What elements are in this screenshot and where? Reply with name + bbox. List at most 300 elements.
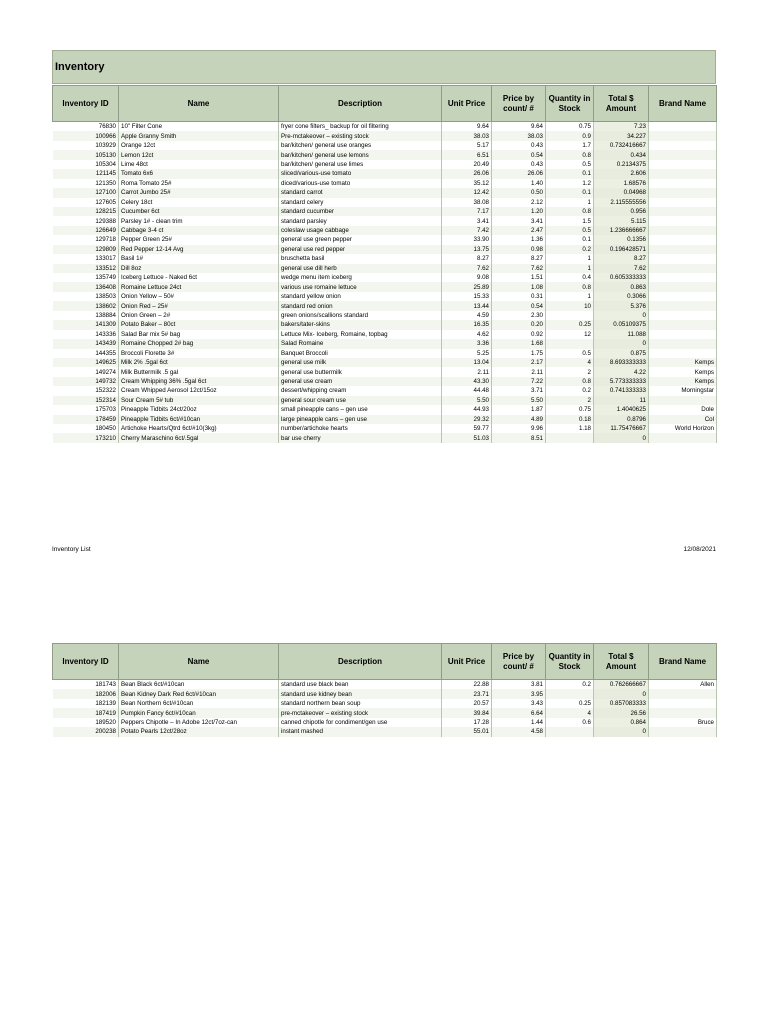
page-title: Inventory [55, 61, 105, 73]
cell-brand-name [649, 396, 717, 405]
cell-unit-price: 29.32 [442, 415, 492, 424]
cell-total-amount: 0 [594, 433, 649, 442]
cell-name: Peppers Chipotle – In Adobe 12ct/7oz-can [119, 718, 279, 727]
cell-quantity: 1 [546, 198, 594, 207]
cell-total-amount: 11.75476667 [594, 424, 649, 433]
cell-total-amount: 0.04968 [594, 188, 649, 197]
cell-unit-price: 5.50 [442, 396, 492, 405]
cell-description: standard carrot [279, 188, 442, 197]
cell-unit-price: 9.08 [442, 273, 492, 282]
cell-name: Salad Bar mix 5# bag [119, 330, 279, 339]
cell-inventory-id: 138602 [53, 301, 119, 310]
cell-total-amount: 0.8796 [594, 415, 649, 424]
cell-unit-price: 3.36 [442, 339, 492, 348]
cell-inventory-id: 143439 [53, 339, 119, 348]
cell-price-by-count: 0.54 [492, 301, 546, 310]
cell-name: Orange 12ct [119, 141, 279, 150]
cell-inventory-id: 175703 [53, 405, 119, 414]
cell-description: standard northern bean soup [279, 699, 442, 708]
cell-total-amount: 0.857083333 [594, 699, 649, 708]
cell-description: small pineapple cans – gen use [279, 405, 442, 414]
cell-quantity: 0.75 [546, 405, 594, 414]
table-row [53, 207, 717, 216]
cell-quantity: 0.25 [546, 699, 594, 708]
table-row [53, 226, 717, 235]
cell-brand-name: Kemps [649, 377, 717, 386]
cell-unit-price: 25.89 [442, 282, 492, 291]
cell-inventory-id: 105304 [53, 160, 119, 169]
cell-inventory-id: 133017 [53, 254, 119, 263]
cell-total-amount: 2.115555556 [594, 198, 649, 207]
cell-quantity: 0.18 [546, 415, 594, 424]
table-row [53, 396, 717, 405]
cell-brand-name [649, 311, 717, 320]
cell-total-amount: 0 [594, 339, 649, 348]
cell-name: Cream Whipping 36% .5gal 6ct [119, 377, 279, 386]
cell-inventory-id: 144355 [53, 349, 119, 358]
cell-description: number/artichoke hearts [279, 424, 442, 433]
cell-price-by-count: 2.17 [492, 358, 546, 367]
cell-brand-name: Allen [649, 680, 717, 690]
cell-name: Roma Tomato 25# [119, 179, 279, 188]
cell-description: green onions/scallions standard [279, 311, 442, 320]
cell-unit-price: 26.06 [442, 169, 492, 178]
cell-description: sliced/various-use tomato [279, 169, 442, 178]
cell-brand-name [649, 226, 717, 235]
table-row [53, 122, 717, 132]
header-unit-price: Unit Price [442, 86, 492, 122]
cell-brand-name [649, 273, 717, 282]
cell-description: canned chipotle for condiment/gen use [279, 718, 442, 727]
cell-brand-name: Col [649, 415, 717, 424]
cell-unit-price: 13.04 [442, 358, 492, 367]
cell-quantity: 0.1 [546, 188, 594, 197]
cell-unit-price: 17.28 [442, 718, 492, 727]
cell-brand-name [649, 264, 717, 273]
cell-description: dessert/whipping cream [279, 386, 442, 395]
cell-price-by-count: 2.11 [492, 367, 546, 376]
header-total-amount: Total $ Amount [594, 86, 649, 122]
cell-price-by-count: 1.36 [492, 235, 546, 244]
cell-brand-name: Dole [649, 405, 717, 414]
header-brand-name: Brand Name [649, 644, 717, 680]
cell-name: Carrot Jumbo 25# [119, 188, 279, 197]
cell-price-by-count: 1.44 [492, 718, 546, 727]
cell-unit-price: 55.01 [442, 727, 492, 736]
cell-unit-price: 20.57 [442, 699, 492, 708]
cell-quantity: 0.2 [546, 245, 594, 254]
cell-brand-name [649, 150, 717, 159]
cell-unit-price: 6.51 [442, 150, 492, 159]
cell-name: Artichoke Hearts/Qtrd 6ct/#10(3kg) [119, 424, 279, 433]
cell-quantity: 2 [546, 396, 594, 405]
cell-name: Pineapple Tidbits 6ct/#10can [119, 415, 279, 424]
cell-inventory-id: 76830 [53, 122, 119, 132]
cell-inventory-id: 138884 [53, 311, 119, 320]
cell-quantity: 1 [546, 254, 594, 263]
inventory-table-body [53, 122, 717, 443]
cell-description: bar/kitchen/ general use lemons [279, 150, 442, 159]
cell-brand-name: Morningstar [649, 386, 717, 395]
cell-brand-name [649, 245, 717, 254]
cell-price-by-count: 8.27 [492, 254, 546, 263]
cell-price-by-count: 7.62 [492, 264, 546, 273]
cell-inventory-id: 138503 [53, 292, 119, 301]
cell-quantity: 10 [546, 301, 594, 310]
cell-brand-name [649, 207, 717, 216]
cell-brand-name [649, 689, 717, 698]
cell-description: bar use cherry [279, 433, 442, 442]
table-row [53, 367, 717, 376]
cell-total-amount: 0.732416667 [594, 141, 649, 150]
cell-total-amount: 0 [594, 311, 649, 320]
inventory-table-continued-body [53, 680, 717, 737]
cell-quantity [546, 311, 594, 320]
cell-brand-name [649, 727, 717, 736]
cell-inventory-id: 181743 [53, 680, 119, 690]
cell-inventory-id: 149625 [53, 358, 119, 367]
cell-description: bakers/tater-skins [279, 320, 442, 329]
cell-price-by-count: 2.47 [492, 226, 546, 235]
cell-total-amount: 0.864 [594, 718, 649, 727]
cell-quantity: 0.8 [546, 282, 594, 291]
cell-name: Lemon 12ct [119, 150, 279, 159]
cell-description: standard use black bean [279, 680, 442, 690]
cell-price-by-count: 0.98 [492, 245, 546, 254]
cell-price-by-count: 1.51 [492, 273, 546, 282]
table-row [53, 282, 717, 291]
cell-inventory-id: 189520 [53, 718, 119, 727]
cell-quantity: 0.2 [546, 680, 594, 690]
cell-brand-name [649, 141, 717, 150]
cell-unit-price: 43.30 [442, 377, 492, 386]
cell-quantity: 0.9 [546, 131, 594, 140]
cell-inventory-id: 135749 [53, 273, 119, 282]
cell-description: general use buttermilk [279, 367, 442, 376]
cell-description: Pre-mctakeover – existing stock [279, 131, 442, 140]
cell-brand-name [649, 699, 717, 708]
cell-name: Potato Pearls 12ct/28oz [119, 727, 279, 736]
cell-description: standard parsley [279, 216, 442, 225]
cell-brand-name [649, 708, 717, 717]
cell-name: Romaine Lettuce 24ct [119, 282, 279, 291]
cell-inventory-id: 187419 [53, 708, 119, 717]
cell-quantity: 4 [546, 358, 594, 367]
cell-price-by-count: 38.03 [492, 131, 546, 140]
cell-price-by-count: 6.64 [492, 708, 546, 717]
cell-total-amount: 5.115 [594, 216, 649, 225]
table-row [53, 424, 717, 433]
cell-unit-price: 4.62 [442, 330, 492, 339]
cell-quantity: 4 [546, 708, 594, 717]
cell-inventory-id: 129809 [53, 245, 119, 254]
header-inventory-id: Inventory ID [53, 644, 119, 680]
table-row [53, 727, 717, 736]
header-name: Name [119, 644, 279, 680]
table-row [53, 415, 717, 424]
header-brand-name: Brand Name [649, 86, 717, 122]
cell-brand-name [649, 349, 717, 358]
inventory-table [52, 85, 717, 443]
cell-unit-price: 9.64 [442, 122, 492, 132]
cell-price-by-count: 0.43 [492, 141, 546, 150]
cell-inventory-id: 182139 [53, 699, 119, 708]
inventory-title-bar [52, 50, 716, 84]
cell-name: Cucumber 6ct [119, 207, 279, 216]
cell-price-by-count: 1.87 [492, 405, 546, 414]
cell-total-amount: 5.376 [594, 301, 649, 310]
header-inventory-id: Inventory ID [53, 86, 119, 122]
cell-description: Lettuce Mix- Iceberg, Romaine, topbag [279, 330, 442, 339]
cell-name: Iceberg Lettuce - Naked 6ct [119, 273, 279, 282]
table-row [53, 320, 717, 329]
header-total-amount: Total $ Amount [594, 644, 649, 680]
cell-total-amount: 1.68576 [594, 179, 649, 188]
cell-unit-price: 13.75 [442, 245, 492, 254]
cell-brand-name [649, 320, 717, 329]
table-row [53, 689, 717, 698]
cell-description: coleslaw usage cabbage [279, 226, 442, 235]
cell-quantity [546, 339, 594, 348]
cell-unit-price: 39.84 [442, 708, 492, 717]
cell-total-amount: 0.434 [594, 150, 649, 159]
header-row [53, 86, 717, 122]
table-row [53, 292, 717, 301]
header-quantity: Quantity in Stock [546, 86, 594, 122]
cell-quantity: 1.2 [546, 179, 594, 188]
cell-total-amount: 0.863 [594, 282, 649, 291]
cell-brand-name [649, 433, 717, 442]
cell-total-amount: 0.741333333 [594, 386, 649, 395]
cell-unit-price: 22.88 [442, 680, 492, 690]
cell-inventory-id: 121145 [53, 169, 119, 178]
table-row [53, 405, 717, 414]
cell-price-by-count: 3.81 [492, 680, 546, 690]
cell-quantity: 2 [546, 367, 594, 376]
cell-name: Bean Northern 6ct/#10can [119, 699, 279, 708]
cell-total-amount: 34.227 [594, 131, 649, 140]
cell-unit-price: 38.08 [442, 198, 492, 207]
cell-name: Pumpkin Fancy 6ct/#10can [119, 708, 279, 717]
cell-description: standard red onion [279, 301, 442, 310]
cell-brand-name [649, 330, 717, 339]
table-row [53, 141, 717, 150]
cell-inventory-id: 126649 [53, 226, 119, 235]
cell-description: instant mashed [279, 727, 442, 736]
cell-name: Milk Buttermilk .5 gal [119, 367, 279, 376]
cell-name: Romaine Chopped 2# bag [119, 339, 279, 348]
cell-total-amount: 7.62 [594, 264, 649, 273]
cell-price-by-count: 1.08 [492, 282, 546, 291]
cell-description: bar/kitchen/ general use oranges [279, 141, 442, 150]
cell-quantity: 0.75 [546, 122, 594, 132]
cell-name: Tomato 6x6 [119, 169, 279, 178]
cell-description: general use cream [279, 377, 442, 386]
table-row [53, 386, 717, 395]
table-row [53, 708, 717, 717]
cell-description: fryer cone filters_ backup for oil filtering [279, 122, 442, 132]
cell-price-by-count: 3.41 [492, 216, 546, 225]
cell-quantity: 1.5 [546, 216, 594, 225]
inventory-table-continued [52, 643, 717, 737]
cell-unit-price: 33.90 [442, 235, 492, 244]
cell-total-amount: 8.27 [594, 254, 649, 263]
cell-price-by-count: 5.50 [492, 396, 546, 405]
header-row [53, 644, 717, 680]
cell-inventory-id: 136408 [53, 282, 119, 291]
cell-name: Celery 18ct [119, 198, 279, 207]
cell-total-amount: 0.875 [594, 349, 649, 358]
cell-unit-price: 44.93 [442, 405, 492, 414]
cell-inventory-id: 152322 [53, 386, 119, 395]
cell-total-amount: 2.606 [594, 169, 649, 178]
cell-inventory-id: 149274 [53, 367, 119, 376]
cell-total-amount: 8.693333333 [594, 358, 649, 367]
cell-brand-name [649, 235, 717, 244]
table-row [53, 680, 717, 690]
cell-unit-price: 7.17 [442, 207, 492, 216]
header-name: Name [119, 86, 279, 122]
cell-name: Dill 8oz [119, 264, 279, 273]
cell-brand-name [649, 169, 717, 178]
cell-quantity [546, 727, 594, 736]
cell-brand-name [649, 292, 717, 301]
header-unit-price: Unit Price [442, 644, 492, 680]
cell-name: Cherry Maraschino 6ct/.5gal [119, 433, 279, 442]
cell-brand-name [649, 179, 717, 188]
table-row [53, 349, 717, 358]
cell-description: large pineapple cans – gen use [279, 415, 442, 424]
table-row [53, 245, 717, 254]
cell-inventory-id: 105130 [53, 150, 119, 159]
cell-quantity: 0.8 [546, 377, 594, 386]
cell-description: wedge menu item iceberg [279, 273, 442, 282]
table-row [53, 718, 717, 727]
cell-unit-price: 12.42 [442, 188, 492, 197]
cell-name: Onion Yellow – 50# [119, 292, 279, 301]
cell-price-by-count: 9.96 [492, 424, 546, 433]
cell-quantity: 0.8 [546, 150, 594, 159]
cell-unit-price: 16.35 [442, 320, 492, 329]
cell-inventory-id: 141309 [53, 320, 119, 329]
cell-total-amount: 0.2134375 [594, 160, 649, 169]
cell-price-by-count: 2.30 [492, 311, 546, 320]
cell-unit-price: 5.25 [442, 349, 492, 358]
cell-total-amount: 0.956 [594, 207, 649, 216]
cell-unit-price: 35.12 [442, 179, 492, 188]
cell-brand-name [649, 198, 717, 207]
cell-name: Pineapple Tidbits 24ct/20oz [119, 405, 279, 414]
cell-brand-name [649, 188, 717, 197]
table-row [53, 377, 717, 386]
cell-inventory-id: 127605 [53, 198, 119, 207]
cell-price-by-count: 4.89 [492, 415, 546, 424]
cell-unit-price: 3.41 [442, 216, 492, 225]
cell-unit-price: 8.27 [442, 254, 492, 263]
cell-quantity: 1 [546, 264, 594, 273]
cell-unit-price: 51.03 [442, 433, 492, 442]
cell-total-amount: 0 [594, 727, 649, 736]
table-row [53, 339, 717, 348]
cell-unit-price: 20.49 [442, 160, 492, 169]
cell-total-amount: 0.3066 [594, 292, 649, 301]
cell-description: various use romaine lettuce [279, 282, 442, 291]
cell-quantity: 0.5 [546, 349, 594, 358]
cell-unit-price: 15.33 [442, 292, 492, 301]
cell-price-by-count: 7.22 [492, 377, 546, 386]
cell-unit-price: 2.11 [442, 367, 492, 376]
cell-description: diced/various-use tomato [279, 179, 442, 188]
cell-unit-price: 4.59 [442, 311, 492, 320]
cell-brand-name [649, 339, 717, 348]
cell-inventory-id: 127100 [53, 188, 119, 197]
cell-name: Apple Granny Smith [119, 131, 279, 140]
cell-description: pre-mctakeover – existing stock [279, 708, 442, 717]
cell-name: Pepper Green 25# [119, 235, 279, 244]
cell-description: general sour cream use [279, 396, 442, 405]
cell-unit-price: 44.48 [442, 386, 492, 395]
cell-total-amount: 4.22 [594, 367, 649, 376]
cell-price-by-count: 2.12 [492, 198, 546, 207]
cell-unit-price: 7.42 [442, 226, 492, 235]
cell-quantity: 1 [546, 292, 594, 301]
cell-unit-price: 38.03 [442, 131, 492, 140]
cell-unit-price: 5.17 [442, 141, 492, 150]
cell-total-amount: 0.1356 [594, 235, 649, 244]
cell-name: Bean Kidney Dark Red 6ct/#10can [119, 689, 279, 698]
cell-price-by-count: 3.43 [492, 699, 546, 708]
table-row [53, 311, 717, 320]
table-row [53, 699, 717, 708]
cell-inventory-id: 121350 [53, 179, 119, 188]
cell-name: Onion Green – 2# [119, 311, 279, 320]
cell-quantity: 0.25 [546, 320, 594, 329]
table-row [53, 179, 717, 188]
cell-total-amount: 0.196428571 [594, 245, 649, 254]
header-price-by-count: Price by count/ # [492, 86, 546, 122]
cell-unit-price: 23.71 [442, 689, 492, 698]
cell-inventory-id: 149732 [53, 377, 119, 386]
cell-price-by-count: 0.54 [492, 150, 546, 159]
cell-unit-price: 59.77 [442, 424, 492, 433]
table-row [53, 330, 717, 339]
cell-description: standard yellow onion [279, 292, 442, 301]
cell-inventory-id: 200238 [53, 727, 119, 736]
table-row [53, 358, 717, 367]
cell-description: general use red pepper [279, 245, 442, 254]
cell-brand-name: Kemps [649, 367, 717, 376]
footer-date: 12/08/2021 [683, 546, 716, 553]
cell-brand-name [649, 216, 717, 225]
cell-description: bar/kitchen/ general use limes [279, 160, 442, 169]
cell-price-by-count: 1.40 [492, 179, 546, 188]
table-row [53, 301, 717, 310]
cell-inventory-id: 129718 [53, 235, 119, 244]
cell-brand-name [649, 131, 717, 140]
cell-price-by-count: 9.64 [492, 122, 546, 132]
cell-total-amount: 0 [594, 689, 649, 698]
cell-total-amount: 26.56 [594, 708, 649, 717]
table-row [53, 254, 717, 263]
cell-price-by-count: 8.51 [492, 433, 546, 442]
cell-description: Salad Romaine [279, 339, 442, 348]
cell-quantity: 0.8 [546, 207, 594, 216]
cell-inventory-id: 143336 [53, 330, 119, 339]
table-row [53, 216, 717, 225]
cell-brand-name: World Horizon [649, 424, 717, 433]
cell-name: Broccoli Florette 3# [119, 349, 279, 358]
cell-price-by-count: 3.95 [492, 689, 546, 698]
